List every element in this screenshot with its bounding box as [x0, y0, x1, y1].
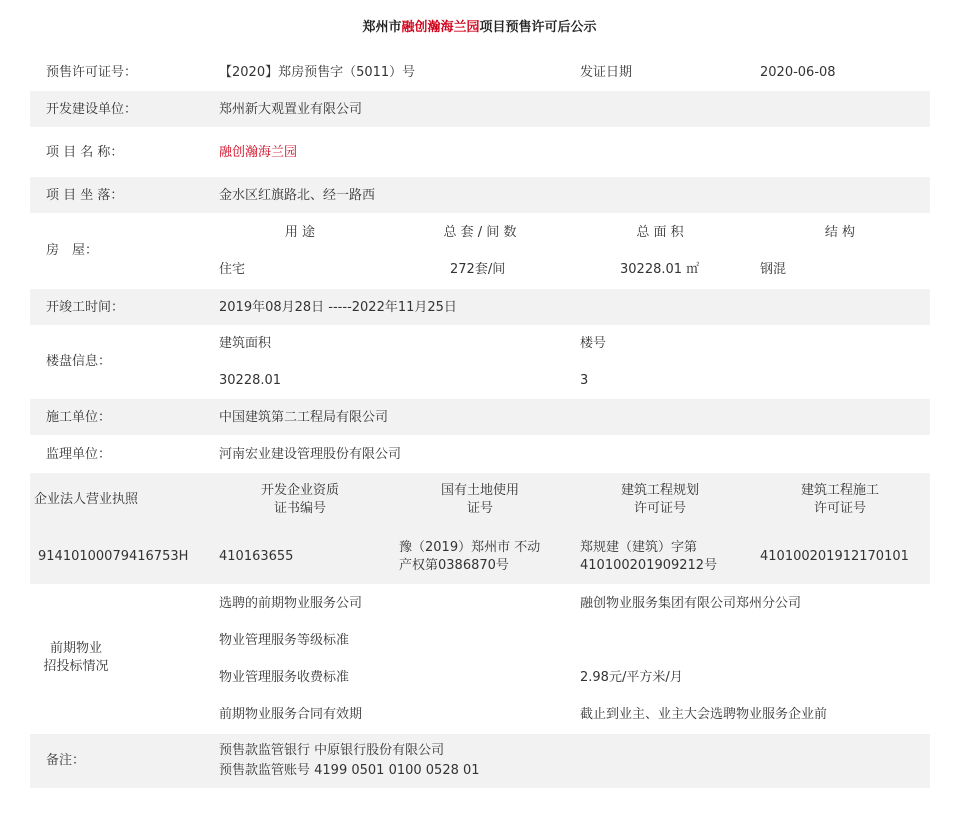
- title-suffix: 项目预售许可后公示: [479, 20, 597, 35]
- supervisor-label: 监理单位：: [46, 447, 112, 462]
- housing-header-usage: 用 途: [284, 225, 316, 240]
- permit-value: 【2020】郑房预售字（5011）号: [219, 65, 416, 80]
- row-location: [30, 177, 930, 213]
- land-use-cert-header: 国有土地使用 证号: [440, 483, 519, 516]
- property-company-label: 选聘的前期物业服务公司: [219, 596, 363, 611]
- building-number-header: 楼号: [580, 336, 607, 351]
- housing-value-units: 272套/间: [450, 262, 506, 277]
- building-info-label: 楼盘信息：: [46, 354, 112, 369]
- housing-header-area: 总 面 积: [636, 225, 684, 240]
- building-area-value: 30228.01: [219, 373, 282, 388]
- construction-time-value: 2019年08月28日 -----2022年11月25日: [219, 300, 457, 315]
- property-company-value: 融创物业服务集团有限公司郑州分公司: [580, 596, 802, 611]
- planning-permit-header: 建筑工程规划 许可证号: [620, 483, 699, 516]
- housing-header-units: 总 套 / 间 数: [443, 225, 517, 240]
- qualification-cert-header: 开发企业资质 证书编号: [260, 483, 339, 516]
- housing-value-structure: 钢混: [760, 262, 787, 277]
- row-supervisor: [30, 436, 930, 472]
- housing-header-structure: 结 构: [824, 225, 856, 240]
- title-prefix: 郑州市: [362, 20, 402, 35]
- service-fee-label: 物业管理服务收费标准: [219, 670, 350, 685]
- building-area-header: 建筑面积: [219, 336, 272, 351]
- row-project-name: [30, 128, 930, 176]
- location-label: 项 目 坐 落：: [46, 188, 124, 203]
- row-building-info: [30, 326, 930, 398]
- page-title: [0, 16, 959, 35]
- supervisor-value: 河南宏业建设管理股份有限公司: [219, 447, 402, 462]
- row-property-management: [30, 585, 930, 733]
- row-licenses: [30, 473, 930, 584]
- contract-validity-label: 前期物业服务合同有效期: [219, 707, 363, 722]
- developer-value: 郑州新大观置业有限公司: [219, 102, 363, 117]
- property-mgmt-label: 前期物业 招投标情况: [43, 641, 109, 674]
- issue-date-label: 发证日期: [580, 65, 633, 80]
- housing-value-area: 30228.01 ㎡: [620, 262, 700, 277]
- developer-label: 开发建设单位：: [46, 102, 138, 117]
- construction-permit-header: 建筑工程施工 许可证号: [800, 483, 879, 516]
- escrow-account: 预售款监管账号 4199 0501 0100 0528 01: [219, 763, 480, 778]
- land-use-cert-value: 豫（2019）郑州市 不动 产权第0386870号: [399, 540, 541, 573]
- title-project-name: 融创瀚海兰园: [401, 20, 480, 35]
- contractor-value: 中国建筑第二工程局有限公司: [219, 410, 389, 425]
- remarks-label: 备注：: [46, 753, 86, 768]
- row-remarks: [30, 734, 930, 788]
- construction-time-label: 开竣工时间：: [46, 300, 125, 315]
- row-permit: [30, 54, 930, 90]
- project-name-label: 项 目 名 称：: [46, 145, 124, 160]
- permit-label: 预售许可证号：: [46, 65, 138, 80]
- housing-value-usage: 住宅: [219, 262, 246, 277]
- business-license-header: 企业法人营业执照: [33, 492, 138, 507]
- qualification-cert-value: 410163655: [219, 549, 294, 564]
- row-developer: [30, 91, 930, 127]
- contract-validity-value: 截止到业主、业主大会选聘物业服务企业前: [580, 707, 828, 722]
- row-construction-time: [30, 289, 930, 325]
- row-contractor: [30, 399, 930, 435]
- planning-permit-value: 郑规建（建筑）字第 410100201909212号: [580, 540, 718, 573]
- project-name-value: 融创瀚海兰园: [219, 145, 298, 160]
- housing-label: 房 屋：: [46, 243, 99, 258]
- row-housing: [30, 214, 930, 288]
- escrow-bank: 预售款监管银行 中原银行股份有限公司: [219, 743, 445, 758]
- construction-permit-value: 410100201912170101: [760, 549, 909, 564]
- service-fee-value: 2.98元/平方米/月: [580, 670, 683, 685]
- building-number-value: 3: [580, 373, 589, 388]
- service-level-label: 物业管理服务等级标准: [219, 633, 350, 648]
- issue-date-value: 2020-06-08: [760, 65, 836, 80]
- business-license-value: 91410100079416753H: [38, 549, 189, 564]
- location-value: 金水区红旗路北、经一路西: [219, 188, 376, 203]
- contractor-label: 施工单位：: [46, 410, 112, 425]
